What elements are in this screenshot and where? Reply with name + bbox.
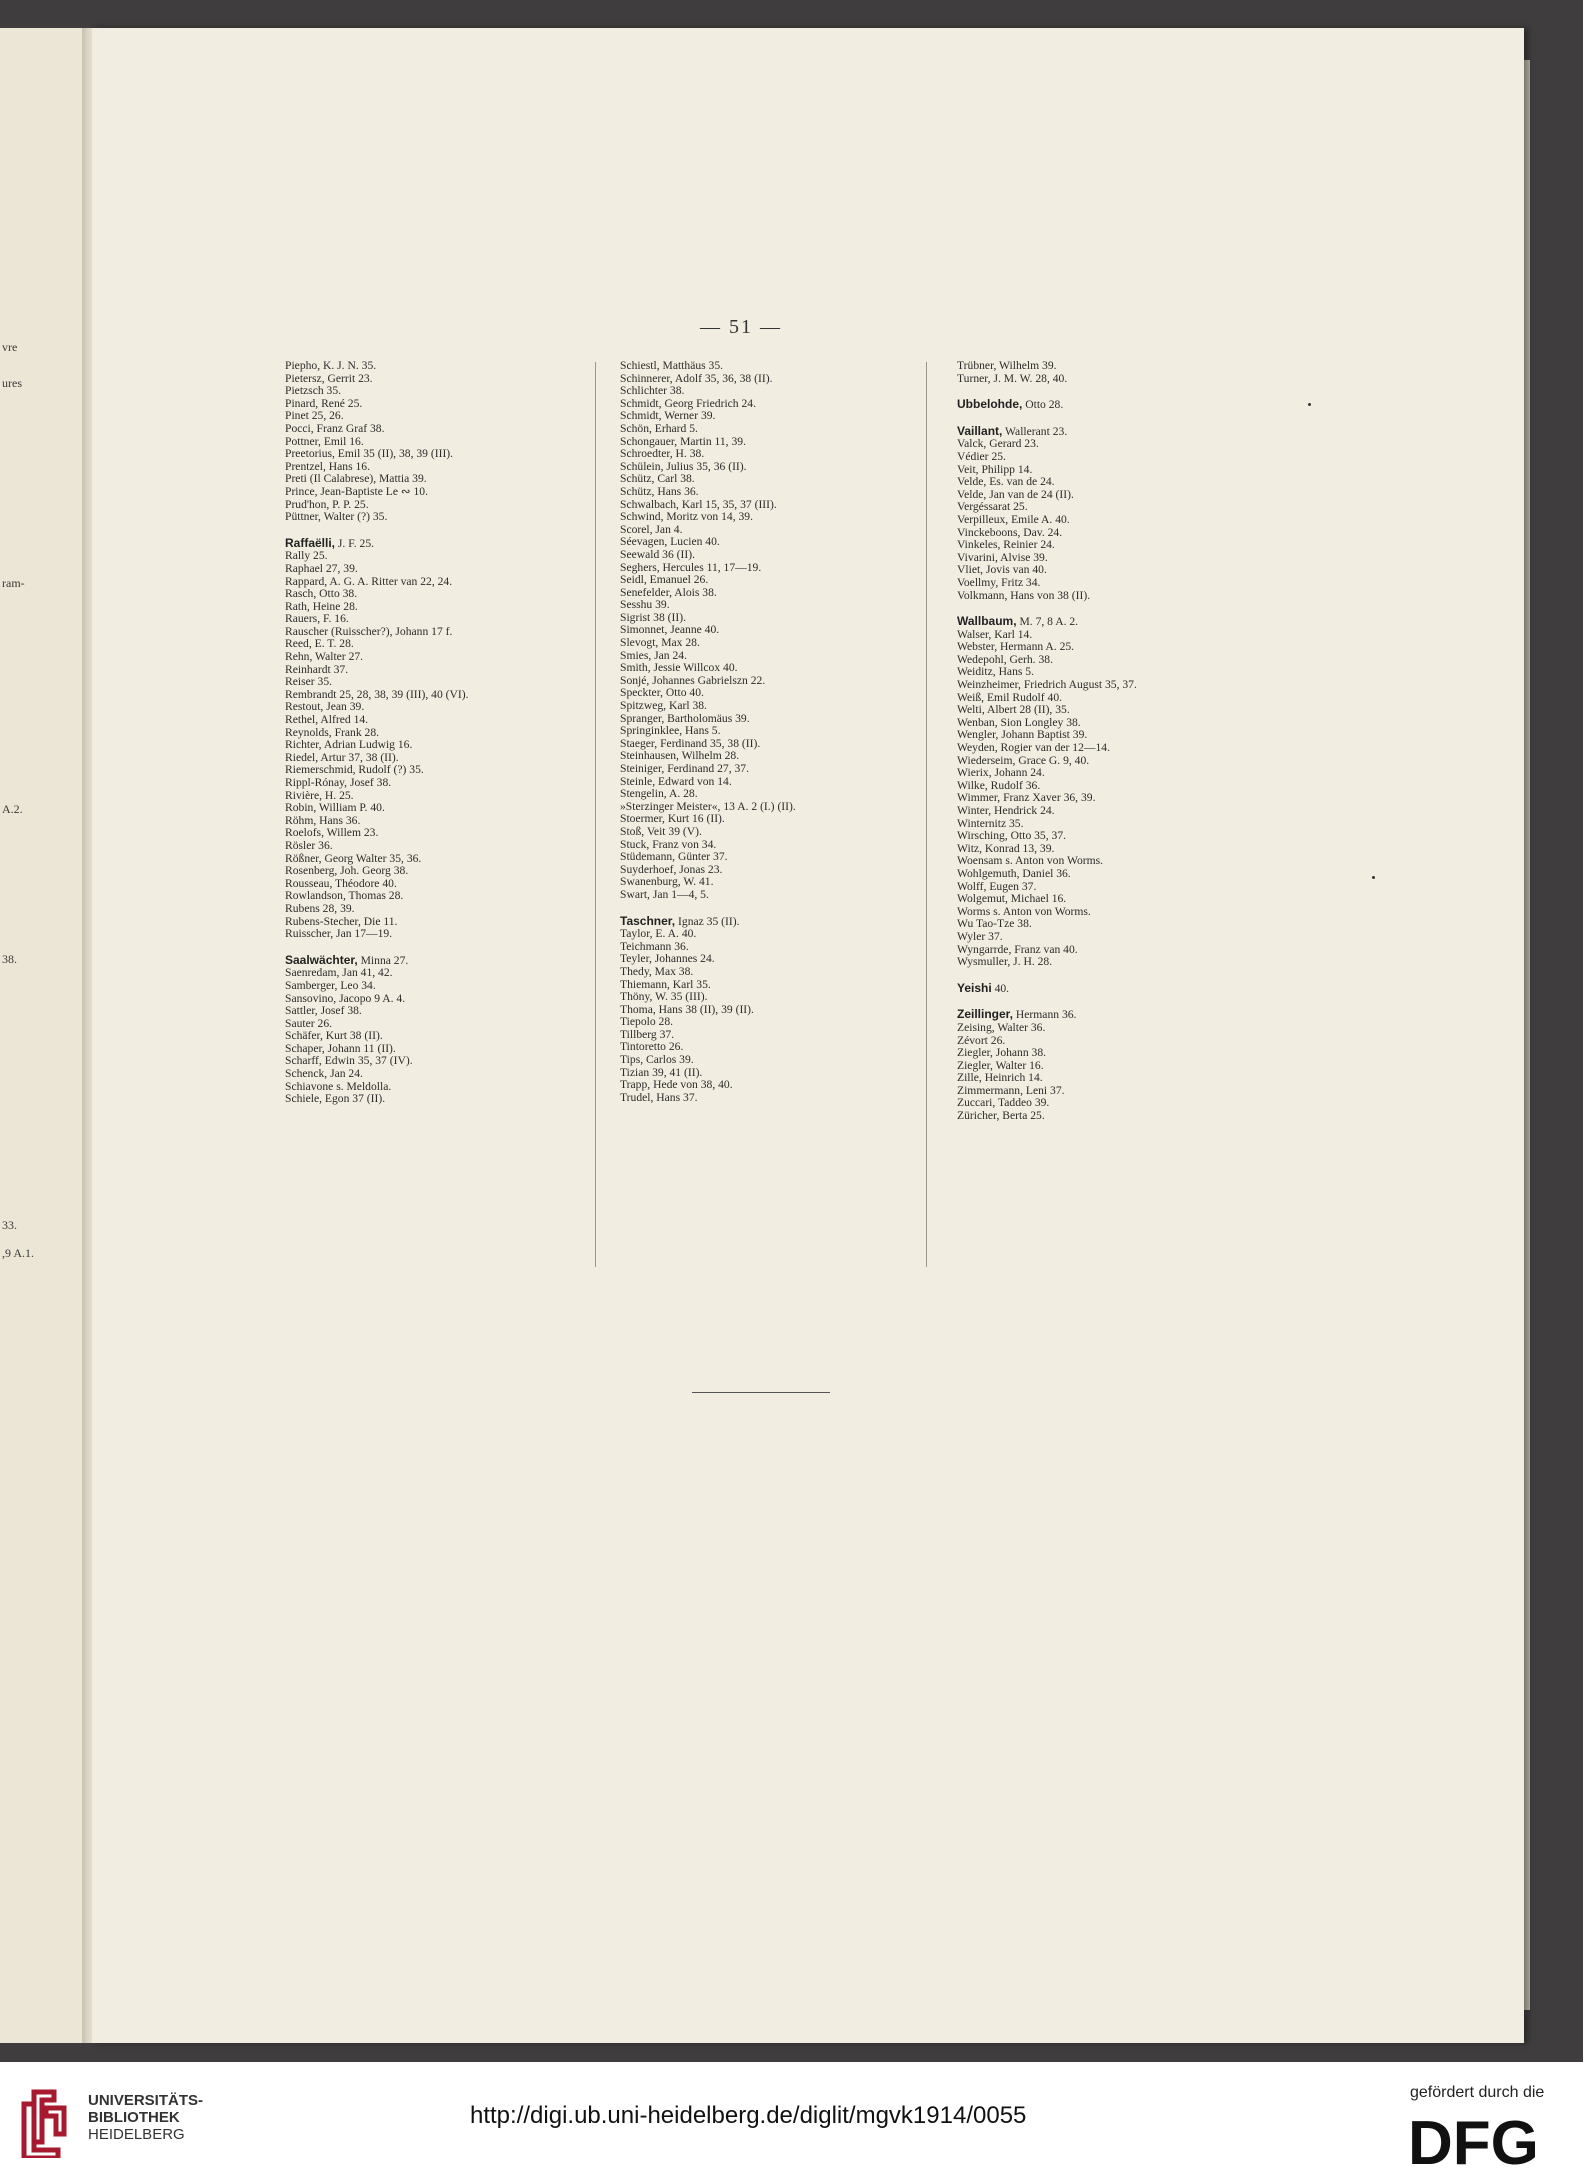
- index-entry-text: Zille, Heinrich 14.: [957, 1071, 1043, 1085]
- index-entry-text: Wolff, Eugen 37.: [957, 879, 1037, 893]
- prev-page-fragment: ,9 A.1.: [2, 1246, 35, 1260]
- index-entry: [957, 373, 1137, 386]
- university-library-logo-icon: [14, 2084, 76, 2158]
- index-entry-text: Prince, Jean-Baptiste Le ∾ 10.: [285, 484, 429, 498]
- index-entry-text: Steinle, Edward von 14.: [620, 774, 732, 788]
- index-entry-text: Wallerant 23.: [1002, 424, 1068, 438]
- index-entry-text: Taylor, E. A. 40.: [620, 927, 697, 941]
- index-entry-surname: Raffaëlli,: [285, 535, 336, 550]
- permalink-url[interactable]: http://digi.ub.uni-heidelberg.de/diglit/mgvk1914/0055: [470, 2102, 1027, 2129]
- index-entry-text: Wirsching, Otto 35, 37.: [957, 829, 1067, 843]
- index-entry-text: Trübner, Wilhelm 39.: [957, 359, 1057, 372]
- index-column-3: [957, 360, 1137, 1123]
- index-entry-text: Wengler, Johann Baptist 39.: [957, 728, 1088, 742]
- index-entry-text: Thoma, Hans 38 (II), 39 (II).: [620, 1002, 754, 1016]
- index-entry-text: Woensam s. Anton von Worms.: [957, 854, 1104, 868]
- index-section-heading: [957, 615, 1137, 629]
- index-entry: [285, 928, 469, 941]
- index-entry-text: Slevogt, Max 28.: [620, 636, 700, 650]
- dfg-logo-text: DFG: [1408, 2110, 1539, 2172]
- library-name[interactable]: [88, 2092, 203, 2143]
- index-entry-text: J. F. 25.: [335, 536, 375, 550]
- index-entry-text: Rivière, H. 25.: [285, 788, 354, 802]
- index-entry-text: Schülein, Julius 35, 36 (II).: [620, 459, 747, 473]
- column-divider: [595, 362, 596, 1267]
- index-section-heading: [957, 398, 1137, 412]
- library-name-line: BIBLIOTHEK: [88, 2109, 180, 2126]
- index-entry-text: Reynolds, Frank 28.: [285, 725, 380, 739]
- index-entry-text: Pietzsch 35.: [285, 384, 342, 398]
- index-entry-text: Rowlandson, Thomas 28.: [285, 889, 404, 903]
- index-entry-text: Weyden, Rogier van der 12—14.: [957, 741, 1110, 755]
- index-entry-text: »Sterzinger Meister«, 13 A. 2 (I.) (II).: [620, 799, 796, 813]
- index-entry-text: Otto 28.: [1022, 398, 1064, 412]
- index-entry-text: Rippl-Rónay, Josef 38.: [285, 776, 392, 789]
- index-entry-text: Velde, Jan van de 24 (II).: [957, 487, 1074, 501]
- index-entry-text: Séevagen, Lucien 40.: [620, 535, 720, 549]
- index-entry-text: Rauscher (Ruisscher?), Johann 17 f.: [285, 624, 453, 638]
- index-entry-text: Zimmermann, Leni 37.: [957, 1083, 1065, 1097]
- index-entry-text: Zeising, Walter 36.: [957, 1020, 1046, 1034]
- index-entry-text: Stengelin, A. 28.: [620, 787, 698, 801]
- index-entry-text: Rosenberg, Joh. Georg 38.: [285, 864, 409, 878]
- index-entry-text: Hermann 36.: [1013, 1008, 1077, 1022]
- index-entry-text: Worms s. Anton von Worms.: [957, 904, 1091, 918]
- index-entry-text: Thöny, W. 35 (III).: [620, 990, 708, 1004]
- index-entry-text: Senefelder, Alois 38.: [620, 585, 717, 599]
- index-entry-text: Tiepolo 28.: [620, 1015, 674, 1029]
- index-entry-text: Roelofs, Willem 23.: [285, 826, 379, 840]
- index-entry-text: Vinkeles, Reinier 24.: [957, 538, 1055, 552]
- index-entry-text: Steiniger, Ferdinand 27, 37.: [620, 762, 749, 775]
- index-entry-text: Trapp, Hede von 38, 40.: [620, 1078, 733, 1092]
- index-entry-text: Schön, Erhard 5.: [620, 421, 698, 435]
- index-entry-text: Steinhausen, Wilhelm 28.: [620, 749, 740, 763]
- index-entry-text: Rösler 36.: [285, 838, 333, 852]
- index-entry-text: Rappard, A. G. A. Ritter van 22, 24.: [285, 574, 453, 588]
- index-entry-text: Piepho, K. J. N. 35.: [285, 359, 377, 372]
- index-entry-text: Prentzel, Hans 16.: [285, 459, 371, 473]
- index-entry-surname: Vaillant,: [957, 423, 1003, 438]
- index-column-2: [620, 360, 796, 1104]
- index-entry-text: Wyler 37.: [957, 929, 1003, 943]
- index-entry-text: Vivarini, Alvise 39.: [957, 550, 1048, 564]
- index-entry-text: Spranger, Bartholomäus 39.: [620, 711, 750, 725]
- index-entry-text: Schroedter, H. 38.: [620, 447, 705, 461]
- index-entry-text: Tintoretto 26.: [620, 1040, 684, 1054]
- index-entry-text: Schlichter 38.: [620, 384, 685, 398]
- index-entry-text: Riemerschmid, Rudolf (?) 35.: [285, 763, 424, 777]
- prev-page-fragment: 38.: [2, 952, 17, 966]
- index-entry-text: Rembrandt 25, 28, 38, 39 (III), 40 (VI).: [285, 687, 469, 701]
- index-entry-text: Rauers, F. 16.: [285, 612, 349, 626]
- index-entry-text: Sauter 26.: [285, 1016, 333, 1030]
- index-entry: [957, 1110, 1137, 1123]
- index-entry-text: Wolgemut, Michael 16.: [957, 892, 1067, 906]
- index-entry-surname: Yeishi: [957, 980, 992, 995]
- index-entry-text: Stoß, Veit 39 (V).: [620, 824, 702, 838]
- index-entry-text: Swanenburg, W. 41.: [620, 875, 714, 889]
- prev-page-fragment: 33.: [2, 1218, 17, 1232]
- index-entry-text: Röhm, Hans 36.: [285, 813, 361, 827]
- index-entry-text: Wedepohl, Gerh. 38.: [957, 652, 1053, 666]
- index-entry-text: Schütz, Carl 38.: [620, 472, 695, 486]
- index-entry-text: Zévort 26.: [957, 1033, 1006, 1047]
- index-entry-text: Sonjé, Johannes Gabrielszn 22.: [620, 673, 766, 687]
- index-entry-text: Restout, Jean 39.: [285, 700, 365, 714]
- index-entry-text: Witz, Konrad 13, 39.: [957, 841, 1055, 855]
- index-entry-text: Védier 25.: [957, 449, 1006, 463]
- index-entry-text: Seghers, Hercules 11, 17—19.: [620, 560, 762, 574]
- index-entry-text: Wilke, Rudolf 36.: [957, 778, 1041, 792]
- prev-page-fragment: vre: [2, 340, 18, 354]
- index-entry-text: Sigrist 38 (II).: [620, 610, 687, 624]
- index-entry-text: Robin, William P. 40.: [285, 801, 385, 815]
- index-entry-text: Prud'hon, P. P. 25.: [285, 497, 369, 511]
- index-entry-text: Pocci, Franz Graf 38.: [285, 421, 385, 435]
- index-entry-text: Veit, Philipp 14.: [957, 462, 1033, 476]
- index-entry-text: Webster, Hermann A. 25.: [957, 640, 1075, 654]
- index-entry-text: Wiederseim, Grace G. 9, 40.: [957, 753, 1090, 767]
- index-entry-text: Rethel, Alfred 14.: [285, 713, 369, 727]
- index-entry: [620, 889, 796, 902]
- index-entry-text: Scharff, Edwin 35, 37 (IV).: [285, 1054, 413, 1068]
- index-entry-text: Schaper, Johann 11 (II).: [285, 1041, 396, 1055]
- index-entry-text: Reinhardt 37.: [285, 662, 349, 676]
- index-entry-text: Smith, Jessie Willcox 40.: [620, 661, 738, 675]
- index-entry-text: Reed, E. T. 28.: [285, 637, 354, 651]
- index-entry-text: Samberger, Leo 34.: [285, 978, 376, 992]
- index-entry-text: Thedy, Max 38.: [620, 964, 694, 978]
- paper-speck: [1308, 403, 1311, 406]
- index-entry-text: Sesshu 39.: [620, 598, 670, 612]
- index-entry-text: Schwalbach, Karl 15, 35, 37 (III).: [620, 497, 777, 511]
- index-entry: [957, 956, 1137, 969]
- index-entry-text: Ruisscher, Jan 17—19.: [285, 927, 393, 941]
- index-entry-text: Püttner, Walter (?) 35.: [285, 510, 388, 524]
- index-entry-text: Stoermer, Kurt 16 (II).: [620, 812, 725, 826]
- index-section-heading: [957, 1008, 1137, 1022]
- index-entry-text: Rally 25.: [285, 549, 328, 563]
- index-section-heading: [957, 425, 1137, 439]
- index-entry-text: Smies, Jan 24.: [620, 648, 687, 662]
- index-entry-text: Weiditz, Hans 5.: [957, 665, 1034, 679]
- prev-page-fragment: A.2.: [2, 802, 23, 816]
- index-entry-text: Vliet, Jovis van 40.: [957, 563, 1047, 577]
- index-entry-text: Turner, J. M. W. 28, 40.: [957, 371, 1068, 385]
- index-entry-text: Simonnet, Jeanne 40.: [620, 623, 720, 637]
- index-entry-text: Rasch, Otto 38.: [285, 587, 358, 601]
- index-entry-surname: Saalwächter,: [285, 952, 358, 967]
- index-entry-text: Wyngarrde, Franz van 40.: [957, 942, 1078, 956]
- column-divider: [926, 362, 927, 1267]
- index-entry-text: Speckter, Otto 40.: [620, 686, 704, 700]
- index-entry-text: Teyler, Johannes 24.: [620, 952, 715, 966]
- index-entry-text: Velde, Es. van de 24.: [957, 475, 1055, 489]
- index-entry-text: Schiestl, Matthäus 35.: [620, 359, 724, 372]
- index-entry-text: Valck, Gerard 23.: [957, 437, 1039, 451]
- index-entry-text: Tillberg 37.: [620, 1027, 675, 1041]
- index-entry-text: Wu Tao-Tze 38.: [957, 917, 1032, 931]
- index-entry-text: Rößner, Georg Walter 35, 36.: [285, 851, 422, 865]
- index-entry-text: Volkmann, Hans von 38 (II).: [957, 588, 1091, 602]
- index-section-heading: [620, 915, 796, 929]
- index-entry-text: Rubens-Stecher, Die 11.: [285, 914, 398, 928]
- funding-text: gefördert durch die: [1410, 2084, 1545, 2101]
- index-entry-surname: Zeillinger,: [957, 1007, 1014, 1022]
- index-entry-text: Vinckeboons, Dav. 24.: [957, 525, 1063, 539]
- index-entry-text: Schäfer, Kurt 38 (II).: [285, 1029, 383, 1043]
- index-entry-surname: Wallbaum,: [957, 614, 1017, 629]
- index-entry-text: Thiemann, Karl 35.: [620, 977, 711, 991]
- index-entry-text: Teichmann 36.: [620, 939, 689, 953]
- index-entry-text: Spitzweg, Karl 38.: [620, 699, 707, 713]
- index-entry-text: 40.: [991, 981, 1010, 995]
- index-entry-text: Verpilleux, Emile A. 40.: [957, 512, 1070, 526]
- index-entry-text: Ziegler, Walter 16.: [957, 1058, 1044, 1072]
- index-entry: [285, 511, 469, 524]
- index-entry-text: Staeger, Ferdinand 35, 38 (II).: [620, 736, 761, 750]
- index-entry-text: Winter, Hendrick 24.: [957, 804, 1055, 817]
- index-section-heading: [957, 982, 1137, 996]
- index-entry-text: Schwind, Moritz von 14, 39.: [620, 510, 753, 524]
- index-entry-text: Reiser 35.: [285, 675, 333, 689]
- viewer-footer: [0, 2062, 1583, 2178]
- index-entry-text: Swart, Jan 1—4, 5.: [620, 887, 709, 901]
- index-entry-text: Sansovino, Jacopo 9 A. 4.: [285, 991, 406, 1005]
- index-entry-text: Wierix, Johann 24.: [957, 766, 1045, 780]
- index-entry-text: M. 7, 8 A. 2.: [1016, 615, 1079, 629]
- index-entry-text: Stüdemann, Günter 37.: [620, 850, 728, 864]
- index-entry-text: Welti, Albert 28 (II), 35.: [957, 703, 1070, 717]
- index-entry-text: Sattler, Josef 38.: [285, 1004, 362, 1018]
- page-number: — 51 —: [700, 316, 782, 338]
- index-entry-text: Wenban, Sion Longley 38.: [957, 715, 1081, 729]
- index-entry-text: Pietersz, Gerrit 23.: [285, 371, 373, 385]
- index-entry-text: Voellmy, Fritz 34.: [957, 575, 1041, 589]
- index-entry-text: Weiß, Emil Rudolf 40.: [957, 690, 1063, 704]
- end-rule: [692, 1392, 830, 1393]
- index-section-heading: [285, 537, 469, 551]
- index-entry-text: Ziegler, Johann 38.: [957, 1046, 1047, 1060]
- index-entry-text: Vergéssarat 25.: [957, 500, 1028, 514]
- index-entry-text: Saenredam, Jan 41, 42.: [285, 966, 393, 980]
- index-entry-surname: Ubbelohde,: [957, 397, 1023, 412]
- dfg-logo[interactable]: [1408, 2110, 1568, 2172]
- index-entry-text: Tizian 39, 41 (II).: [620, 1065, 703, 1079]
- index-entry: [957, 590, 1137, 603]
- library-name-line: UNIVERSITÄTS-: [88, 2092, 204, 2109]
- index-entry-text: Pinet 25, 26.: [285, 409, 344, 423]
- index-entry-text: Rehn, Walter 27.: [285, 650, 364, 664]
- index-entry-text: Wimmer, Franz Xaver 36, 39.: [957, 791, 1096, 805]
- index-entry-text: Schütz, Hans 36.: [620, 484, 699, 498]
- index-entry-text: Preti (Il Calabrese), Mattia 39.: [285, 472, 427, 486]
- index-entry-text: Richter, Adrian Ludwig 16.: [285, 738, 413, 752]
- index-entry-text: Rath, Heine 28.: [285, 599, 358, 613]
- previous-page-edge: [0, 28, 92, 2043]
- index-entry-text: Seidl, Emanuel 26.: [620, 573, 709, 587]
- index-entry-text: Zuccari, Taddeo 39.: [957, 1096, 1050, 1110]
- index-entry-text: Schenck, Jan 24.: [285, 1067, 363, 1081]
- index-column-1: [285, 360, 469, 1106]
- index-entry-text: Trudel, Hans 37.: [620, 1090, 698, 1104]
- index-entry-text: Pottner, Emil 16.: [285, 434, 364, 448]
- index-entry: [285, 1093, 469, 1106]
- index-entry-text: Schinnerer, Adolf 35, 36, 38 (II).: [620, 371, 773, 385]
- index-entry-text: Rubens 28, 39.: [285, 901, 355, 915]
- index-entry-text: Schongauer, Martin 11, 39.: [620, 434, 746, 448]
- book-gutter: [82, 28, 92, 2043]
- index-entry-text: Tips, Carlos 39.: [620, 1053, 694, 1067]
- index-entry-text: Raphael 27, 39.: [285, 561, 358, 575]
- index-section-heading: [285, 954, 469, 968]
- index-entry-text: Wohlgemuth, Daniel 36.: [957, 866, 1071, 880]
- index-entry: [620, 1092, 796, 1105]
- index-entry-text: Ignaz 35 (II).: [675, 914, 740, 928]
- index-entry-text: Rousseau, Théodore 40.: [285, 876, 397, 890]
- index-entry-text: Schmidt, Werner 39.: [620, 409, 716, 423]
- index-entry-text: Preetorius, Emil 35 (II), 38, 39 (III).: [285, 447, 454, 461]
- index-entry-text: Winternitz 35.: [957, 816, 1024, 830]
- index-entry-text: Weinzheimer, Friedrich August 35, 37.: [957, 678, 1137, 692]
- index-entry-text: Riedel, Artur 37, 38 (II).: [285, 750, 399, 764]
- index-entry-text: Walser, Karl 14.: [957, 627, 1033, 641]
- index-entry-text: Wysmuller, J. H. 28.: [957, 955, 1053, 969]
- index-entry-text: Seewald 36 (II).: [620, 547, 696, 561]
- prev-page-fragment: ures: [2, 376, 22, 390]
- paper-speck: [1372, 876, 1375, 879]
- library-name-line: HEIDELBERG: [88, 2126, 185, 2143]
- index-entry-text: Springinklee, Hans 5.: [620, 724, 721, 738]
- index-entry-text: Schiavone s. Meldolla.: [285, 1079, 392, 1093]
- index-entry-text: Schiele, Egon 37 (II).: [285, 1092, 386, 1106]
- index-entry-text: Züricher, Berta 25.: [957, 1109, 1045, 1123]
- index-entry-text: Stuck, Franz von 34.: [620, 837, 717, 851]
- index-entry-surname: Taschner,: [620, 913, 676, 928]
- index-entry-text: Minna 27.: [357, 953, 409, 967]
- prev-page-fragment: ram-: [2, 576, 25, 590]
- index-entry-text: Suyderhoef, Jonas 23.: [620, 862, 723, 876]
- index-entry-text: Schmidt, Georg Friedrich 24.: [620, 396, 756, 410]
- index-entry-text: Scorel, Jan 4.: [620, 522, 683, 536]
- index-entry-text: Pinard, René 25.: [285, 396, 363, 410]
